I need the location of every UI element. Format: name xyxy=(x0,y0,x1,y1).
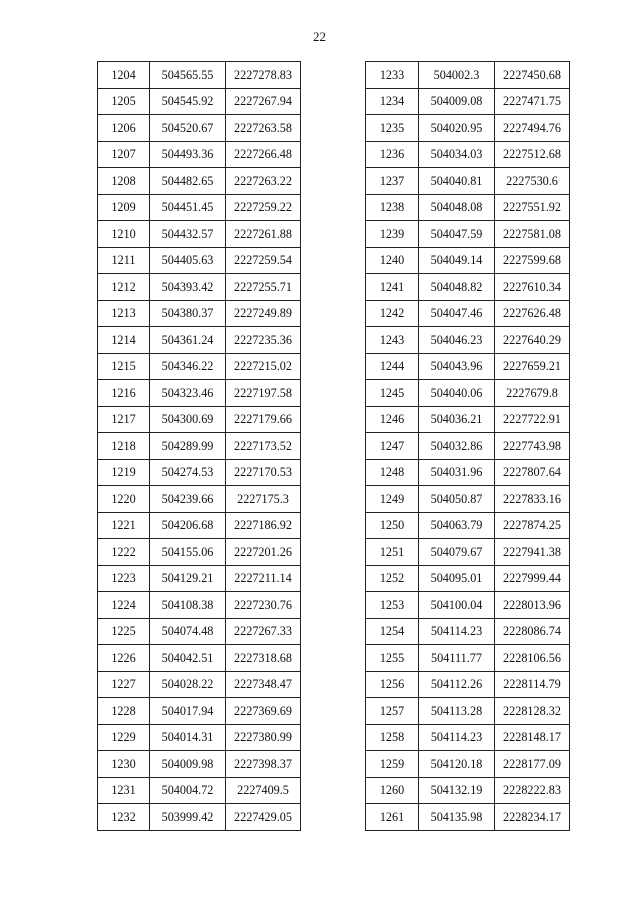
y-coordinate-cell: 2227201.26 xyxy=(226,539,301,566)
x-coordinate-cell: 504129.21 xyxy=(150,565,226,592)
point-number-cell: 1231 xyxy=(98,777,150,804)
y-coordinate-cell: 2227581.08 xyxy=(495,221,570,248)
point-number-cell: 1214 xyxy=(98,327,150,354)
y-coordinate-cell: 2227170.53 xyxy=(226,459,301,486)
y-coordinate-cell: 2227626.48 xyxy=(495,300,570,327)
x-coordinate-cell: 504132.19 xyxy=(419,777,495,804)
y-coordinate-cell: 2227874.25 xyxy=(495,512,570,539)
table-row xyxy=(366,512,570,539)
x-coordinate-cell: 504032.86 xyxy=(419,433,495,460)
y-coordinate-cell: 2227494.76 xyxy=(495,115,570,142)
point-number-cell: 1261 xyxy=(366,804,419,831)
point-number-cell: 1246 xyxy=(366,406,419,433)
y-coordinate-cell: 2227249.89 xyxy=(226,300,301,327)
y-coordinate-cell: 2227259.54 xyxy=(226,247,301,274)
point-number-cell: 1250 xyxy=(366,512,419,539)
x-coordinate-cell: 504323.46 xyxy=(150,380,226,407)
table-row xyxy=(366,88,570,115)
y-coordinate-cell: 2227179.66 xyxy=(226,406,301,433)
table-row xyxy=(98,751,301,778)
y-coordinate-cell: 2227278.83 xyxy=(226,62,301,89)
x-coordinate-cell: 504047.46 xyxy=(419,300,495,327)
x-coordinate-cell: 504113.28 xyxy=(419,698,495,725)
x-coordinate-cell: 504063.79 xyxy=(419,512,495,539)
point-number-cell: 1226 xyxy=(98,645,150,672)
y-coordinate-cell: 2228106.56 xyxy=(495,645,570,672)
table-row xyxy=(98,724,301,751)
point-number-cell: 1223 xyxy=(98,565,150,592)
x-coordinate-cell: 504565.55 xyxy=(150,62,226,89)
point-number-cell: 1218 xyxy=(98,433,150,460)
x-coordinate-cell: 504048.08 xyxy=(419,194,495,221)
table-row xyxy=(366,751,570,778)
point-number-cell: 1234 xyxy=(366,88,419,115)
x-coordinate-cell: 504047.59 xyxy=(419,221,495,248)
x-coordinate-cell: 504239.66 xyxy=(150,486,226,513)
y-coordinate-cell: 2227999.44 xyxy=(495,565,570,592)
table-row xyxy=(98,88,301,115)
table-row xyxy=(366,565,570,592)
table-row xyxy=(366,618,570,645)
table-row xyxy=(366,168,570,195)
table-row xyxy=(366,777,570,804)
point-number-cell: 1243 xyxy=(366,327,419,354)
table-row xyxy=(98,115,301,142)
coordinates-table-left xyxy=(97,61,301,831)
y-coordinate-cell: 2227679.8 xyxy=(495,380,570,407)
y-coordinate-cell: 2227471.75 xyxy=(495,88,570,115)
point-number-cell: 1241 xyxy=(366,274,419,301)
point-number-cell: 1220 xyxy=(98,486,150,513)
x-coordinate-cell: 504009.98 xyxy=(150,751,226,778)
point-number-cell: 1204 xyxy=(98,62,150,89)
x-coordinate-cell: 504042.51 xyxy=(150,645,226,672)
x-coordinate-cell: 504405.63 xyxy=(150,247,226,274)
table-row xyxy=(366,592,570,619)
y-coordinate-cell: 2227380.99 xyxy=(226,724,301,751)
point-number-cell: 1205 xyxy=(98,88,150,115)
point-number-cell: 1253 xyxy=(366,592,419,619)
y-coordinate-cell: 2227599.68 xyxy=(495,247,570,274)
table-row xyxy=(98,353,301,380)
x-coordinate-cell: 504028.22 xyxy=(150,671,226,698)
point-number-cell: 1251 xyxy=(366,539,419,566)
y-coordinate-cell: 2227610.34 xyxy=(495,274,570,301)
point-number-cell: 1221 xyxy=(98,512,150,539)
x-coordinate-cell: 504114.23 xyxy=(419,618,495,645)
x-coordinate-cell: 504049.14 xyxy=(419,247,495,274)
table-row xyxy=(98,512,301,539)
table-row xyxy=(98,194,301,221)
point-number-cell: 1206 xyxy=(98,115,150,142)
point-number-cell: 1248 xyxy=(366,459,419,486)
table-row xyxy=(366,406,570,433)
table-row xyxy=(98,698,301,725)
table-row xyxy=(366,274,570,301)
table-row xyxy=(98,565,301,592)
point-number-cell: 1224 xyxy=(98,592,150,619)
table-row xyxy=(366,671,570,698)
x-coordinate-cell: 504120.18 xyxy=(419,751,495,778)
table-row xyxy=(98,804,301,831)
x-coordinate-cell: 504155.06 xyxy=(150,539,226,566)
x-coordinate-cell: 504482.65 xyxy=(150,168,226,195)
y-coordinate-cell: 2227318.68 xyxy=(226,645,301,672)
point-number-cell: 1242 xyxy=(366,300,419,327)
point-number-cell: 1254 xyxy=(366,618,419,645)
point-number-cell: 1207 xyxy=(98,141,150,168)
x-coordinate-cell: 504346.22 xyxy=(150,353,226,380)
coordinates-table-right xyxy=(365,61,570,831)
x-coordinate-cell: 504114.23 xyxy=(419,724,495,751)
table-row xyxy=(98,380,301,407)
y-coordinate-cell: 2227235.36 xyxy=(226,327,301,354)
x-coordinate-cell: 504100.04 xyxy=(419,592,495,619)
point-number-cell: 1213 xyxy=(98,300,150,327)
y-coordinate-cell: 2228222.83 xyxy=(495,777,570,804)
table-row xyxy=(366,141,570,168)
point-number-cell: 1230 xyxy=(98,751,150,778)
x-coordinate-cell: 504004.72 xyxy=(150,777,226,804)
y-coordinate-cell: 2227197.58 xyxy=(226,380,301,407)
y-coordinate-cell: 2227722.91 xyxy=(495,406,570,433)
table-row xyxy=(98,433,301,460)
y-coordinate-cell: 2227348.47 xyxy=(226,671,301,698)
x-coordinate-cell: 504031.96 xyxy=(419,459,495,486)
x-coordinate-cell: 504112.26 xyxy=(419,671,495,698)
point-number-cell: 1236 xyxy=(366,141,419,168)
y-coordinate-cell: 2227512.68 xyxy=(495,141,570,168)
y-coordinate-cell: 2227266.48 xyxy=(226,141,301,168)
point-number-cell: 1219 xyxy=(98,459,150,486)
table-row xyxy=(366,247,570,274)
table-row xyxy=(98,247,301,274)
x-coordinate-cell: 504002.3 xyxy=(419,62,495,89)
point-number-cell: 1216 xyxy=(98,380,150,407)
y-coordinate-cell: 2227211.14 xyxy=(226,565,301,592)
x-coordinate-cell: 504289.99 xyxy=(150,433,226,460)
x-coordinate-cell: 503999.42 xyxy=(150,804,226,831)
y-coordinate-cell: 2228013.96 xyxy=(495,592,570,619)
point-number-cell: 1227 xyxy=(98,671,150,698)
y-coordinate-cell: 2228128.32 xyxy=(495,698,570,725)
point-number-cell: 1249 xyxy=(366,486,419,513)
y-coordinate-cell: 2227259.22 xyxy=(226,194,301,221)
y-coordinate-cell: 2228234.17 xyxy=(495,804,570,831)
table-row xyxy=(98,618,301,645)
table-row xyxy=(366,62,570,89)
point-number-cell: 1247 xyxy=(366,433,419,460)
point-number-cell: 1209 xyxy=(98,194,150,221)
y-coordinate-cell: 2228177.09 xyxy=(495,751,570,778)
y-coordinate-cell: 2227175.3 xyxy=(226,486,301,513)
y-coordinate-cell: 2228086.74 xyxy=(495,618,570,645)
x-coordinate-cell: 504050.87 xyxy=(419,486,495,513)
x-coordinate-cell: 504017.94 xyxy=(150,698,226,725)
x-coordinate-cell: 504048.82 xyxy=(419,274,495,301)
y-coordinate-cell: 2227267.33 xyxy=(226,618,301,645)
y-coordinate-cell: 2227659.21 xyxy=(495,353,570,380)
y-coordinate-cell: 2227255.71 xyxy=(226,274,301,301)
x-coordinate-cell: 504206.68 xyxy=(150,512,226,539)
y-coordinate-cell: 2227743.98 xyxy=(495,433,570,460)
table-row xyxy=(366,115,570,142)
x-coordinate-cell: 504520.67 xyxy=(150,115,226,142)
y-coordinate-cell: 2228114.79 xyxy=(495,671,570,698)
page-number: 22 xyxy=(313,29,326,44)
x-coordinate-cell: 504108.38 xyxy=(150,592,226,619)
x-coordinate-cell: 504046.23 xyxy=(419,327,495,354)
y-coordinate-cell: 2227941.38 xyxy=(495,539,570,566)
table-row xyxy=(366,194,570,221)
table-row xyxy=(366,539,570,566)
table-body xyxy=(98,62,301,831)
y-coordinate-cell: 2227267.94 xyxy=(226,88,301,115)
y-coordinate-cell: 2227230.76 xyxy=(226,592,301,619)
y-coordinate-cell: 2228148.17 xyxy=(495,724,570,751)
x-coordinate-cell: 504545.92 xyxy=(150,88,226,115)
table-row xyxy=(98,62,301,89)
point-number-cell: 1257 xyxy=(366,698,419,725)
table-row xyxy=(366,380,570,407)
point-number-cell: 1252 xyxy=(366,565,419,592)
table-row xyxy=(98,671,301,698)
point-number-cell: 1222 xyxy=(98,539,150,566)
table-row xyxy=(366,724,570,751)
x-coordinate-cell: 504034.03 xyxy=(419,141,495,168)
table-row xyxy=(98,645,301,672)
point-number-cell: 1232 xyxy=(98,804,150,831)
x-coordinate-cell: 504493.36 xyxy=(150,141,226,168)
table-body xyxy=(366,62,570,831)
table-row xyxy=(366,698,570,725)
y-coordinate-cell: 2227833.16 xyxy=(495,486,570,513)
table-row xyxy=(366,459,570,486)
point-number-cell: 1228 xyxy=(98,698,150,725)
table-row xyxy=(98,459,301,486)
x-coordinate-cell: 504079.67 xyxy=(419,539,495,566)
x-coordinate-cell: 504074.48 xyxy=(150,618,226,645)
table-row xyxy=(366,353,570,380)
x-coordinate-cell: 504040.81 xyxy=(419,168,495,195)
x-coordinate-cell: 504095.01 xyxy=(419,565,495,592)
x-coordinate-cell: 504009.08 xyxy=(419,88,495,115)
table-row xyxy=(98,221,301,248)
x-coordinate-cell: 504020.95 xyxy=(419,115,495,142)
table-row xyxy=(98,406,301,433)
x-coordinate-cell: 504361.24 xyxy=(150,327,226,354)
point-number-cell: 1258 xyxy=(366,724,419,751)
x-coordinate-cell: 504014.31 xyxy=(150,724,226,751)
point-number-cell: 1245 xyxy=(366,380,419,407)
y-coordinate-cell: 2227551.92 xyxy=(495,194,570,221)
y-coordinate-cell: 2227409.5 xyxy=(226,777,301,804)
y-coordinate-cell: 2227530.6 xyxy=(495,168,570,195)
point-number-cell: 1244 xyxy=(366,353,419,380)
point-number-cell: 1208 xyxy=(98,168,150,195)
y-coordinate-cell: 2227261.88 xyxy=(226,221,301,248)
point-number-cell: 1229 xyxy=(98,724,150,751)
table-row xyxy=(366,486,570,513)
y-coordinate-cell: 2227398.37 xyxy=(226,751,301,778)
point-number-cell: 1237 xyxy=(366,168,419,195)
table-row xyxy=(98,486,301,513)
y-coordinate-cell: 2227369.69 xyxy=(226,698,301,725)
y-coordinate-cell: 2227186.92 xyxy=(226,512,301,539)
table-row xyxy=(98,168,301,195)
table-row xyxy=(98,274,301,301)
x-coordinate-cell: 504274.53 xyxy=(150,459,226,486)
point-number-cell: 1212 xyxy=(98,274,150,301)
y-coordinate-cell: 2227450.68 xyxy=(495,62,570,89)
table-row xyxy=(366,300,570,327)
x-coordinate-cell: 504111.77 xyxy=(419,645,495,672)
point-number-cell: 1235 xyxy=(366,115,419,142)
x-coordinate-cell: 504135.98 xyxy=(419,804,495,831)
x-coordinate-cell: 504432.57 xyxy=(150,221,226,248)
table-row xyxy=(366,327,570,354)
table-row xyxy=(98,327,301,354)
point-number-cell: 1238 xyxy=(366,194,419,221)
table-row xyxy=(98,300,301,327)
point-number-cell: 1255 xyxy=(366,645,419,672)
table-row xyxy=(366,804,570,831)
table-row xyxy=(366,645,570,672)
point-number-cell: 1259 xyxy=(366,751,419,778)
x-coordinate-cell: 504300.69 xyxy=(150,406,226,433)
y-coordinate-cell: 2227807.64 xyxy=(495,459,570,486)
point-number-cell: 1225 xyxy=(98,618,150,645)
table-row xyxy=(98,141,301,168)
x-coordinate-cell: 504043.96 xyxy=(419,353,495,380)
y-coordinate-cell: 2227263.58 xyxy=(226,115,301,142)
x-coordinate-cell: 504040.06 xyxy=(419,380,495,407)
x-coordinate-cell: 504451.45 xyxy=(150,194,226,221)
table-row xyxy=(366,221,570,248)
point-number-cell: 1211 xyxy=(98,247,150,274)
table-row xyxy=(98,539,301,566)
point-number-cell: 1256 xyxy=(366,671,419,698)
table-row xyxy=(366,433,570,460)
y-coordinate-cell: 2227640.29 xyxy=(495,327,570,354)
x-coordinate-cell: 504036.21 xyxy=(419,406,495,433)
y-coordinate-cell: 2227215.02 xyxy=(226,353,301,380)
y-coordinate-cell: 2227429.05 xyxy=(226,804,301,831)
point-number-cell: 1217 xyxy=(98,406,150,433)
point-number-cell: 1233 xyxy=(366,62,419,89)
point-number-cell: 1210 xyxy=(98,221,150,248)
table-row xyxy=(98,777,301,804)
point-number-cell: 1239 xyxy=(366,221,419,248)
y-coordinate-cell: 2227173.52 xyxy=(226,433,301,460)
point-number-cell: 1260 xyxy=(366,777,419,804)
y-coordinate-cell: 2227263.22 xyxy=(226,168,301,195)
point-number-cell: 1215 xyxy=(98,353,150,380)
point-number-cell: 1240 xyxy=(366,247,419,274)
x-coordinate-cell: 504380.37 xyxy=(150,300,226,327)
x-coordinate-cell: 504393.42 xyxy=(150,274,226,301)
table-row xyxy=(98,592,301,619)
